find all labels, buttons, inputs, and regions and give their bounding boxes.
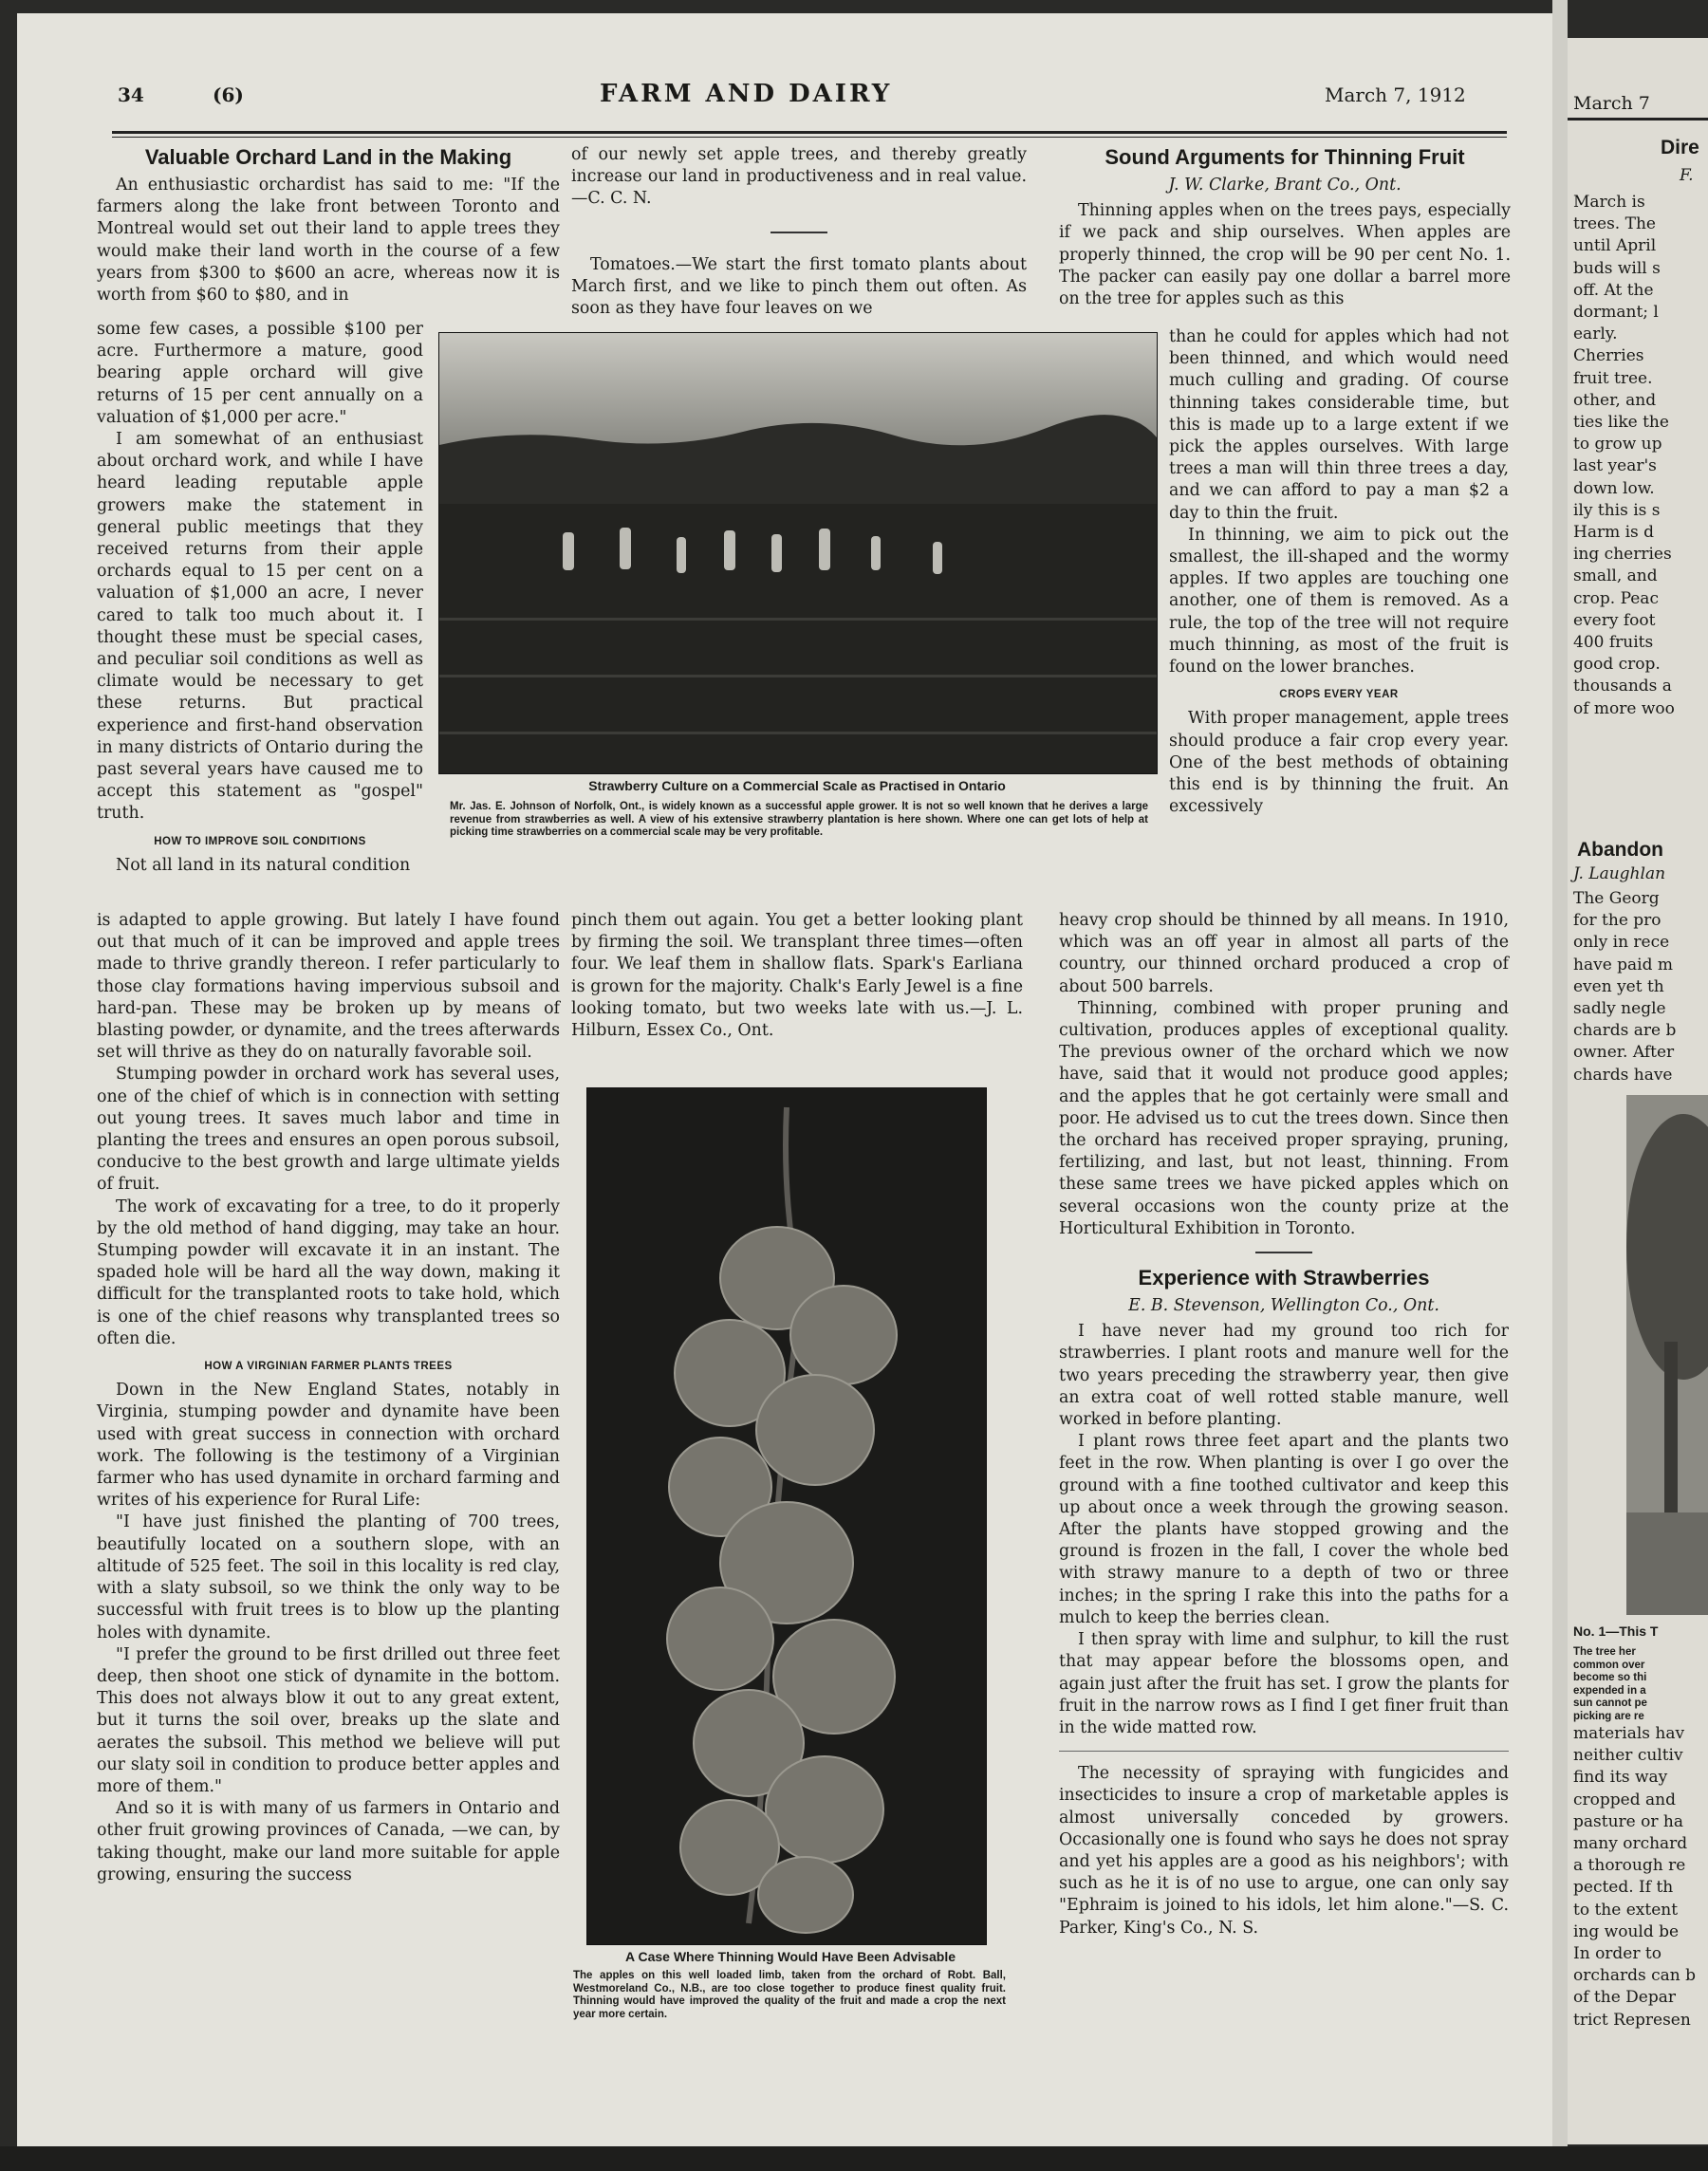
apple-limb-image [587,1088,986,1944]
paragraph: pinch them out again. You get a better looking plant by firming the soil. We transplant three times—often four. We leaf them in shallow flats. Spark's Earliana is grown for the majority. Chalk's Early Jewel is a fine looking tomato, but two weeks late with us.—J. L. Hilburn, Essex Co., Ont. [571,911,1023,1041]
article-orchard-top [97,144,560,306]
subhead-virginian: HOW A VIRGINIAN FARMER PLANTS TREES [204,1361,453,1373]
text-line: to grow up [1573,435,1662,455]
text-line: of more woo [1573,698,1675,718]
paragraph: of our newly set apple trees, and thereby greatly increase our land in productiveness and in real value.—C. C. N. [571,145,1027,209]
text-line: to the extent [1573,1900,1679,1920]
text-line: sun cannot pe [1573,1698,1647,1709]
next-page-byline-1: F. [1680,166,1694,185]
middle-column-tomatoes [571,910,1023,1042]
paragraph: Thinning apples when on the trees pays, especially if we pack and ship ourselves. When apples are properly thinned, the crop will be 90 per cent No. 1. The packer can easily pay one dollar a barrel more on the tree for apples such as this [1059,201,1511,309]
text-line: In order to [1573,1944,1662,1963]
next-page-byline-2: J. Laughlan [1573,864,1666,883]
paragraph: With proper management, apple trees should produce a fair crop every year. One of the best methods of obtaining this end is by thinning the fruit. An excessively [1169,709,1509,817]
text-line: buds will s [1573,258,1661,278]
text-line: pasture or ha [1573,1811,1683,1831]
text-line: 400 fruits [1573,633,1654,652]
text-line: The Georg [1573,889,1660,908]
header-rule-thin [112,137,1507,138]
byline-strawberries: E. B. Stevenson, Wellington Co., Ont. [1128,1296,1439,1316]
text-line: picking are re [1573,1710,1644,1722]
next-page-date: March 7 [1573,93,1650,114]
paragraph: than he could for apples which had not been thinned, and which would need much culling and grading. Of course thinning takes considerable time, but this is made up to a large extent if we pick the apples ourselves. With large trees a man will thin three trees a day, and we can afford to pay a man $2 a day to thin the fruit. [1169,327,1509,523]
paragraph: An enthusiastic orchardist has said to me: "If the farmers along the lake front between Toronto and Montreal would set out their land to apple trees they would make their land worth in the course of a few years from $300 to $600 an acre, whereas now it is worth from $60 to $80, and in [97,176,560,306]
text-line: neither cultiv [1573,1746,1683,1766]
strawberry-photo-caption: Mr. Jas. E. Johnson of Norfolk, Ont., is widely known as a successful apple grower. It is not so well known that he derives a large revenue from strawberries as well. A view of his extensive strawberry plantation is here shown. Where one can get lots of help at picking time strawberries on a commercial scale may be very profitable. [450,801,1148,838]
paragraph-spraying: The necessity of spraying with fungicides and insecticides to insure a crop of marketable apples is almost universally conceded by growers. Occasionally one is found who says he does not spray and yet his apples are a good as his neighbors'; with such as he it is of no use to argue, one can only say "Ephraim is joined to his idols, let him alone."—S. C. Parker, King's Co., N. S. [1059,1764,1509,1938]
apple-photo-title: A Case Where Thinning Would Have Been Advisable [625,1949,956,1964]
text-line: common over [1573,1659,1645,1671]
strawberry-field-image [439,333,1157,773]
text-line: thousands a [1573,677,1672,696]
text-line: owner. After [1573,1043,1675,1063]
paragraph: "I have just finished the planting of 700 trees, beautifully located on a southern slope, with an altitude of 525 feet. The soil in this locality is red clay, with a slaty subsoil, so we think the only way to be successful with fruit trees is to blow up the planting holes with dynamite. [97,1512,560,1642]
paragraph: I then spray with lime and sulphur, to kill the rust that may appear before the blossoms open, and again just after the fruit has set. I grow the plants for fruit in the narrow rows as I find I get finer fruit than in the wide matted row. [1059,1630,1509,1737]
scan-border [0,2146,1708,2171]
page-gutter [1552,0,1568,2171]
text-line: every foot [1573,610,1656,630]
text-line: chards are b [1573,1021,1677,1041]
text-line: ily this is s [1573,500,1661,520]
paragraph: In thinning, we aim to pick out the smallest, the ill-shaped and the wormy apples. If two apples are touching one another, one of them is removed. As a rule, the top of the tree will not require much thinning, as most of the fruit is found on the lower branches. [1169,525,1509,677]
paragraph: Down in the New England States, notably in Virginia, stumping powder and dynamite have been used with great success in connection with orchard work. The following is the testimony of a Virginian farmer who has used dynamite in orchard farming and writes of his experience for Rural Life: [97,1381,560,1511]
paragraph: Not all land in its natural condition [116,855,411,875]
paragraph: I plant rows three feet apart and the plants two feet in the row. When planting is over I go over the ground with a fine toothed cultivator and keep this up about once a week through the growing season. After the plants have stopped growing and the ground is frozen in the fall, I cover the whole bed with strawy manure to a depth of two or three inches; in the spring I rake this into the paths for a mulch to keep the berries clean. [1059,1432,1509,1627]
paragraph: heavy crop should be thinned by all means. In 1910, which was an off year in almost all parts of the country, our thinned orchard produced a crop of about 500 barrels. [1059,911,1509,996]
text-line: ties like the [1573,413,1669,432]
text-line: sadly negle [1573,999,1666,1018]
text-line: off. At the [1573,280,1654,300]
apple-photo-caption: The apples on this well loaded limb, taken from the orchard of Robt. Ball, Westmoreland Co., N.B., are too close together to produce finest quality fruit. Thinning would have improved the quality of the fruit and made a crop the next year more certain. [573,1970,1006,2020]
text-line: crop. Peac [1573,588,1659,608]
text-line: only in rece [1573,933,1670,953]
strawberry-photo-title: Strawberry Culture on a Commercial Scale as Practised in Ontario [588,778,1006,793]
paragraph: The work of excavating for a tree, to do it properly by the old method of hand digging, may take an hour. Stumping powder will excavate it in an instant. The spaded hole will be hard all the way down, making it difficult for the transplanted roots to take hold, which is one of the chief reasons why transplanted trees so often die. [97,1197,560,1348]
next-page-partial [1568,38,1708,2144]
paragraph: some few cases, a possible $100 per acre. Furthermore a mature, good bearing apple orchard will give returns of 15 per cent annually on a valuation of $1,000 per acre." [97,320,423,427]
newspaper-page [17,13,1552,2152]
text-line: good crop. [1573,655,1661,675]
headline-orchard: Valuable Orchard Land in the Making [144,145,512,169]
text-line: fruit tree. [1573,368,1653,388]
text-line: have paid m [1573,955,1674,974]
text-line: ing cherries [1573,545,1672,565]
text-line: dormant; l [1573,303,1659,322]
text-line: The tree her [1573,1646,1636,1658]
paragraph: And so it is with many of us farmers in Ontario and other fruit growing provinces of Canada, —we can, by taking thought, make our land more suitable for apple growing, ensuring the success [97,1799,560,1884]
text-line: for the pro [1573,911,1662,931]
paragraph: Thinning, combined with proper pruning and cultivation, produces apples of exceptional quality. The previous owner of the orchard which we now have, said that it would not produce good apples; and the apples that he got certainly were small and poor. He advised us to cut the trees down. Since then the orchard has received proper spraying, pruning, fertilizing, and last, but not least, thinning. From these same trees we have picked apples which on several occasions won the county prize at the Horticultural Exhibition in Toronto. [1059,998,1509,1238]
article-thinning-bottom [1059,910,1509,1939]
divider [1255,1252,1312,1253]
next-page-headline-1: Dire [1661,137,1699,158]
headline-strawberries: Experience with Strawberries [1138,1266,1430,1290]
text-line: Cherries [1573,346,1644,366]
text-line: ing would be [1573,1921,1680,1941]
paragraph: "I prefer the ground to be first drilled out three feet deep, then shoot one stick of dynamite in the bottom. This does not always blow it out to any great extent, but it turns the soil over, breaks up the slate and aerates the subsoil. This method we believe will put our slaty soil in condition to produce better apples and more of them." [97,1644,560,1796]
article-orchard-bottom [97,910,560,1886]
text-line: chards have [1573,1065,1673,1085]
text-line: expended in a [1573,1684,1646,1697]
text-line: until April [1573,236,1657,256]
text-line: of the Depar [1573,1988,1677,2008]
paragraph-tomatoes: Tomatoes.—We start the first tomato plants about March first, and we like to pinch them out often. As soon as they have four leaves on we [571,254,1027,319]
text-line: small, and [1573,566,1658,586]
article-thinning-top [1059,144,1511,310]
strawberry-plantation-photo [438,332,1158,774]
apple-limb-photo [586,1087,987,1945]
paragraph: is adapted to apple growing. But lately I have found out that much of it can be improved and apple trees made to thrive grandly thereon. I refer particularly to those clay formations having impervious subsoil and hard-pan. These may be broken up by means of blasting powder, or dynamite, and the trees afterwards set will thrive as they do on naturally favorable soil. [97,911,560,1063]
divider [770,232,827,233]
text-line: early. [1573,325,1618,344]
text-line: other, and [1573,390,1657,410]
text-line: orchards can b [1573,1966,1696,1986]
paragraph: I am somewhat of an enthusiast about orchard work, and while I have heard leading reputable apple growers make the statement in general public meetings that they received returns from their apple orchards equal to 15 per cent on a valuation of $1,000 an acre, I never cared to talk too much about it. I thought these must be special cases, and peculiar soil conditions as well as climate would be necessary to get these returns. But practical experience and first-hand observation in many districts of Ontario during the past several years have caused me to accept this statement as "gospel" truth. [97,430,423,824]
text-line: materials hav [1573,1724,1685,1743]
text-line: trict Represen [1573,2010,1691,2030]
text-line: last year's [1573,456,1657,476]
headline-thinning: Sound Arguments for Thinning Fruit [1105,145,1465,169]
text-line: cropped and [1573,1790,1676,1809]
text-line: find its way [1573,1768,1668,1788]
next-page-tree-photo [1626,1095,1708,1615]
text-line: become so thi [1573,1672,1647,1683]
divider [1059,1751,1509,1752]
text-line: many orchard [1573,1834,1688,1853]
subhead-soil: HOW TO IMPROVE SOIL CONDITIONS [154,835,366,847]
subhead-crops: CROPS EVERY YEAR [1279,689,1399,701]
article-orchard-narrow [97,319,423,877]
page-number: 34 [118,84,144,106]
text-line: pected. If th [1573,1878,1674,1898]
text-line: March is [1573,193,1645,212]
header-rule [112,131,1507,134]
middle-column-top [571,144,1027,320]
text-line: Harm is d [1573,523,1655,542]
paper-title: FARM AND DAIRY [600,80,893,108]
text-line: a thorough re [1573,1856,1686,1876]
next-page-headline-2: Abandon [1577,839,1663,861]
header-rule [1568,118,1708,121]
tree-photo-image [1626,1095,1708,1615]
paragraph: Stumping powder in orchard work has several uses, one of the chief of which is in connection with setting out young trees. It saves much labor and time in planting the trees and ensures an open porous subsoil, conducive to the best growth and large ultimate yields of fruit. [97,1065,560,1195]
next-page-caption-title: No. 1—This T [1573,1624,1659,1639]
issue-date: March 7, 1912 [1325,84,1466,106]
text-line: down low. [1573,478,1655,498]
paragraph: I have never had my ground too rich for strawberries. I plant roots and manure well for the two years preceding the strawberry year, then give an extra coat of well rotted stable manure, well worked in before planting. [1059,1322,1509,1430]
article-thinning-narrow [1169,326,1509,818]
text-line: even yet th [1573,976,1664,996]
text-line: trees. The [1573,214,1656,234]
byline-thinning: J. W. Clarke, Brant Co., Ont. [1168,176,1402,195]
page-sub-number: (6) [213,84,244,106]
